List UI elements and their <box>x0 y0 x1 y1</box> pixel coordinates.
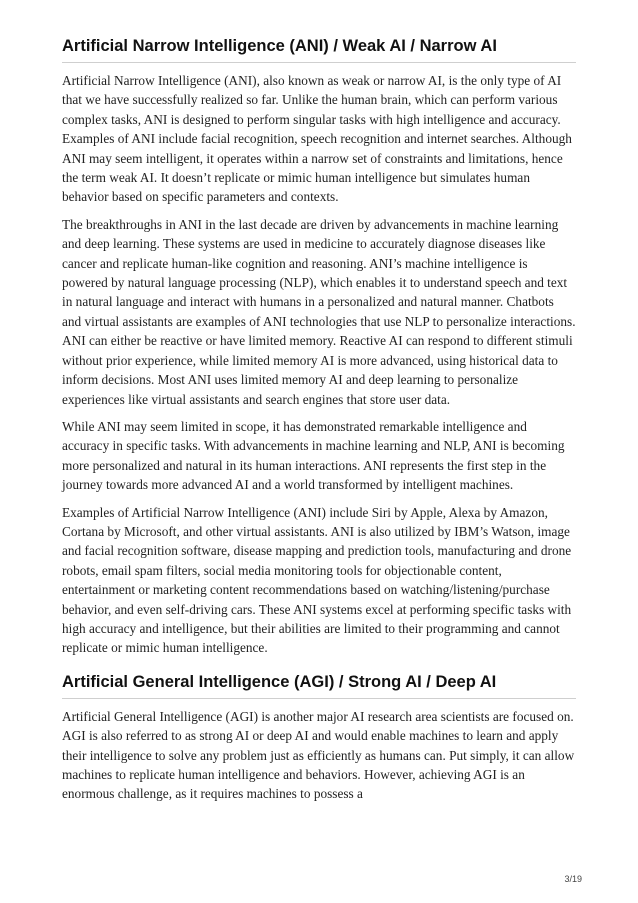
paragraph: The breakthroughs in ANI in the last decade are driven by advancements in machine learning and deep learning. These systems are used in medicine to accurately diagnose diseases like cancer and replicate human-like cognition and reasoning. ANI’s machine intelligence is powered by natural language processing (NLP), which enables it to understand speech and text in natural language and interact with humans in a personalized and natural manner. Chatbots and virtual assistants are examples of ANI technologies that use NLP to personalize interactions. ANI can either be reactive or have limited memory. Reactive AI can respond to different stimuli without prior experience, while limited memory AI is more advanced, using historical data to inform decisions. Most ANI uses limited memory AI and deep learning to personalize experiences like virtual assistants and search engines that store user data. <box>62 216 576 407</box>
paragraph: Examples of Artificial Narrow Intelligence (ANI) include Siri by Apple, Alexa by Amazon, Cortana by Microsoft, and other virtual assistants. ANI is also utilized by IBM’s Watson, image and facial recognition software, disease mapping and prediction tools, manufacturing and drone robots, email spam filters, social media monitoring tools for objectionable content, entertainment or marketing content recommendations based on watching/listening/purchase behavior, and even self-driving cars. These ANI systems excel at performing specific tasks with high accuracy and intelligence, but their abilities are limited to their programming and cannot replicate or mimic human intelligence. <box>62 504 572 656</box>
document-page <box>62 36 576 804</box>
section-heading-agi: Artificial General Intelligence (AGI) / Strong AI / Deep AI <box>62 672 576 699</box>
paragraph: Artificial Narrow Intelligence (ANI), also known as weak or narrow AI, is the only type of AI that we have successfully realized so far. Unlike the human brain, which can perform various complex tasks, ANI is designed to perform singular tasks with high intelligence and accuracy. Examples of ANI include facial recognition, speech recognition and internet searches. Although ANI may seem intelligent, it operates within a narrow set of constraints and limitations, hence the term weak AI. It doesn’t replicate or mimic human intelligence but simulates human behavior based on specific parameters and contexts. <box>62 73 572 205</box>
paragraph: Artificial General Intelligence (AGI) is another major AI research area scientists are focused on. AGI is also referred to as strong AI or deep AI and would enable machines to learn and apply their intelligence to solve any problem just as efficiently as humans can. Put simply, it can allow machines to replicate human intelligence and behaviors. However, achieving AGI is an enormous challenge, as it requires machines to possess a <box>62 708 575 802</box>
paragraph: While ANI may seem limited in scope, it has demonstrated remarkable intelligence and accuracy in specific tasks. With advancements in machine learning and NLP, ANI is becoming more personalized and natural in its human interactions. ANI represents the first step in the journey towards more advanced AI and a world transformed by intelligent machines. <box>62 418 565 493</box>
page-number: 3/19 <box>564 874 582 884</box>
section-ani <box>62 36 576 658</box>
section-heading-ani: Artificial Narrow Intelligence (ANI) / Weak AI / Narrow AI <box>62 36 576 63</box>
section-agi <box>62 672 576 804</box>
